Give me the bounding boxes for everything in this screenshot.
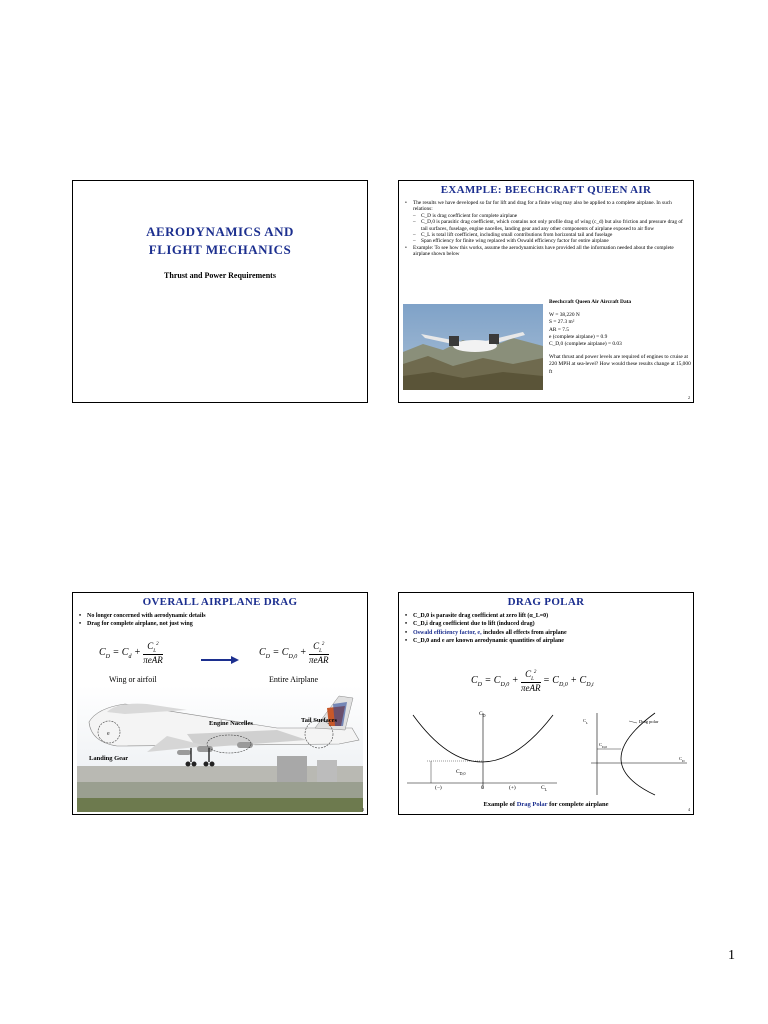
slide-4: [398, 592, 694, 815]
graph2-cl-label: $C_L$: [583, 718, 589, 725]
airplane-photo: [77, 686, 363, 812]
airplane-drag-equation: $C_D = C_{D,0}$ + $\frac{C_L^2}{\text{πeAR}}$: [259, 641, 329, 665]
label-entire-airplane: Entire Airplane: [269, 675, 319, 684]
aircraft-weight: W = 38,220 N: [549, 312, 580, 319]
page-number: 1: [728, 948, 735, 963]
label-wing-or-airfoil: Wing or airfoil: [109, 675, 157, 684]
graph2-cd-label: $C_D$: [679, 756, 685, 763]
slide-3-bullet-1: • No longer concerned with aerodynamic details: [79, 612, 361, 620]
slide-4-title: DRAG POLAR: [507, 596, 585, 608]
drag-polar-caption: Example of Drag Polar for complete airplane: [483, 801, 609, 808]
graph1-zero-label: 0: [481, 785, 484, 791]
slide-2-number: 2: [688, 395, 690, 400]
aircraft-question: What thrust and power levels are required of engines to cruise at 220 MPH at sea-level? How would these results change at 15,000 ft: [549, 354, 691, 375]
label-landing-gear: Landing Gear: [89, 755, 129, 762]
wing-drag-equation: $C_D = C_d$ + $\frac{C_L^2}{\text{πeAR}}$: [99, 641, 163, 665]
slide-2: [398, 180, 694, 403]
aircraft-cd0: C_D,0 (complete airplane) = 0.03: [549, 341, 622, 348]
slide-2-sub-1: – C_D is drag coefficient for complete airplane: [413, 213, 687, 219]
drag-polar-graph-cd-vs-cl: [403, 709, 561, 797]
slide-4-bullet-2: • C_D,i drag coefficient due to lift (induced drag): [405, 620, 687, 628]
graph1-cd-label: $C_D$: [479, 711, 486, 719]
drag-polar-equation: $C_D = C_{D,0}$ + $\frac{C_L^2}{\text{πeAR}}$ = $C_{D,0} + C_{D,i}$: [471, 669, 594, 693]
aircraft-data-title: Beechcraft Queen Air Aircraft Data: [549, 299, 632, 305]
slide-1-subtitle: Thrust and Power Requirements: [164, 271, 276, 280]
slide-2-bullet-2: • Example: To see how this works, assume the aerodynamicists have provided all the information needed about the complete airplane shown below: [405, 245, 687, 258]
slide-3-bullet-2: • Drag for complete airplane, not just wing: [79, 620, 361, 628]
graph1-neg-label: (−): [435, 785, 442, 791]
svg-text:e: e: [107, 731, 110, 737]
graph1-cd0-label: $C_{D,0}$: [456, 769, 466, 777]
graph1-cl-label: $C_L$: [541, 785, 548, 793]
label-engine-nacelles: Engine Nacelles: [209, 720, 253, 727]
beechcraft-photo: [403, 304, 543, 390]
aircraft-aspect-ratio: AR = 7.5: [549, 326, 569, 333]
slide-2-title: EXAMPLE: BEECHCRAFT QUEEN AIR: [440, 184, 652, 196]
slide-2-sub-4: – Span efficiency for finite wing replaced with Oswald efficiency factor for entire airplane: [413, 238, 687, 244]
slide-3-number: 3: [362, 807, 364, 812]
slide-2-sub-3: – C_L is total lift coefficient, including small contributions from horizontal tail and fuselage: [413, 232, 687, 238]
slide-4-number: 4: [688, 807, 690, 812]
graph2-drag-polar-label: Drag polar: [639, 719, 659, 724]
aircraft-wing-area: S = 27.3 m²: [549, 319, 575, 326]
slide-3-title: OVERALL AIRPLANE DRAG: [142, 596, 298, 608]
graph2-cd0-label: $C_{D,0}$: [599, 742, 608, 749]
arrow-icon: [201, 656, 239, 664]
slide-4-bullet-3: • Oswald efficiency factor, e, includes all effects from airplane: [405, 629, 687, 637]
graph1-pos-label: (+): [509, 785, 516, 791]
label-tail-surfaces: Tail Surfaces: [301, 717, 338, 724]
slide-1-title-line2: FLIGHT MECHANICS: [148, 242, 292, 257]
aircraft-oswald: e (complete airplane) = 0.9: [549, 333, 608, 340]
slide-4-bullet-1: • C_D,0 is parasite drag coefficient at zero lift (α_L=0): [405, 612, 687, 620]
slide-3: [72, 592, 368, 815]
slide-4-bullet-4: • C_D,0 and e are known aerodynamic quantities of airplane: [405, 637, 687, 645]
slide-1-title-line1: AERODYNAMICS AND: [146, 224, 294, 239]
slide-2-bullet-1: • The results we have developed so far for lift and drag for a finite wing may also be applied to a complete airplane. In such relations: – C_D is drag coefficient for complete airplane – C_D,0 is parasitic drag coefficient, which contains not only profile drag of wing (c_d) but also friction and pressure drag of tail surfaces, fuselage, engine nacelles, landing gear and any other components of airplane exposed to air flow – C_L is total lift coefficient, including small contributions from horizontal tail and fuselage – Span efficiency for finite wing replaced with Oswald efficiency factor for entire airplane: [405, 200, 687, 245]
slide-1: [72, 180, 368, 403]
slide-2-sub-2: – C_D,0 is parasitic drag coefficient, which contains not only profile drag of wing (c_d) but also friction and pressure drag of tail surfaces, fuselage, engine nacelles, landing gear and any other components of airplane exposed to air flow: [413, 219, 687, 232]
